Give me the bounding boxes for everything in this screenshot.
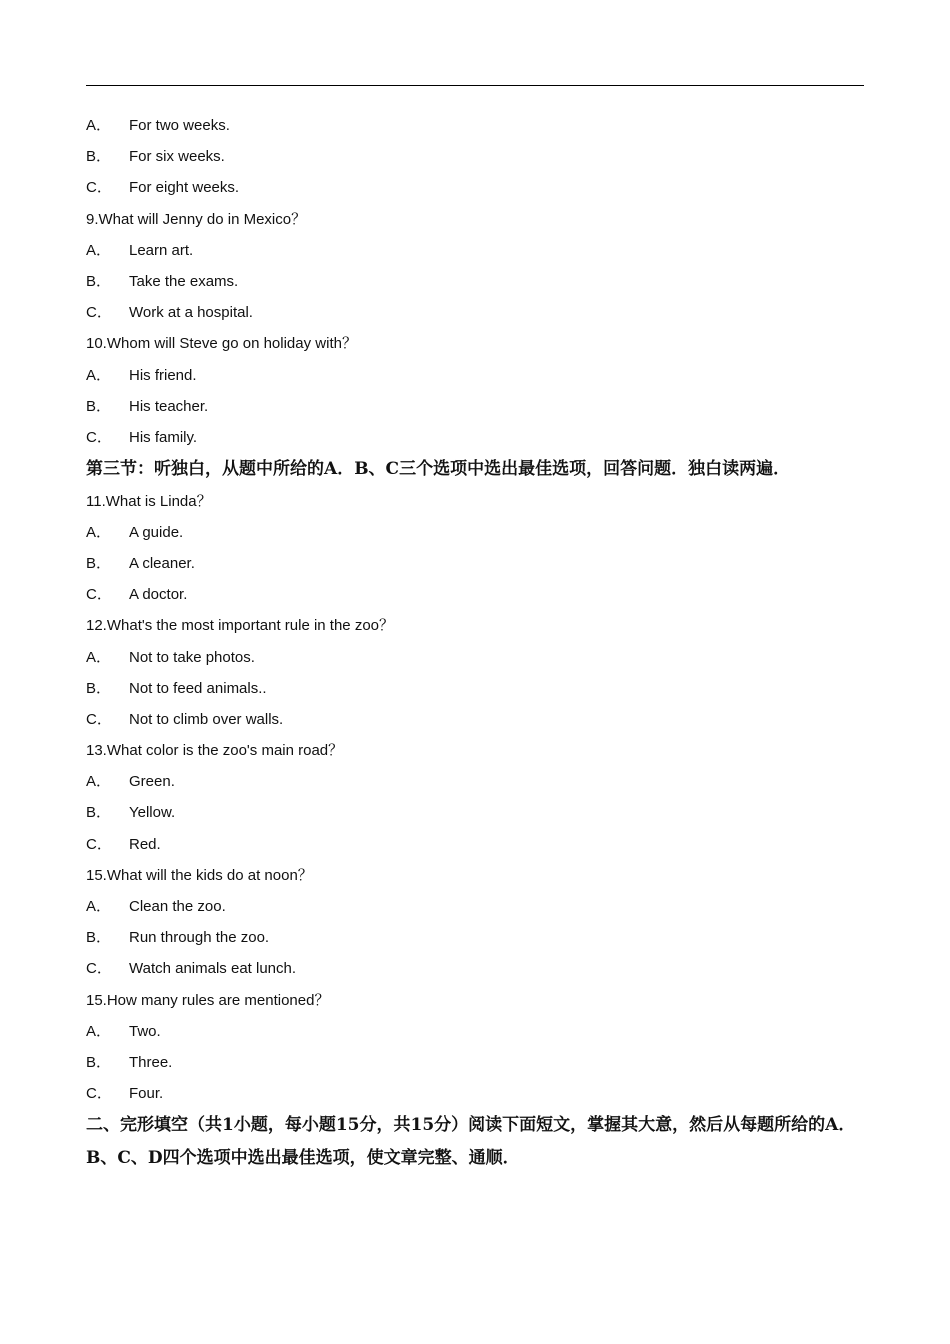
option-item (86, 797, 866, 828)
option-letter: A． (86, 117, 112, 134)
option-letter: A． (86, 241, 112, 259)
option-item (86, 1047, 866, 1078)
option-letter: A． (86, 366, 112, 384)
question-stem: 11.What is Linda？ (86, 492, 212, 510)
option-item (86, 579, 866, 610)
option-text: His family. (129, 428, 198, 446)
option-item (86, 1078, 866, 1109)
question-stem: 15.How many rules are mentioned？ (86, 991, 330, 1009)
option-letter: B． (86, 554, 112, 572)
option-text: Red. (129, 835, 161, 853)
question-stem: 10.Whom will Steve go on holiday with？ (86, 335, 357, 353)
option-text: A guide. (129, 523, 184, 541)
option-text: Learn art. (129, 241, 194, 259)
option-text: Not to feed animals.. (129, 679, 267, 697)
option-item (86, 172, 866, 203)
option-text: Watch animals eat lunch. (129, 960, 297, 978)
option-letter: C． (86, 960, 112, 978)
option-item (86, 642, 866, 673)
option-letter: C． (86, 179, 112, 197)
option-item (86, 704, 866, 735)
option-item (86, 829, 866, 860)
option-item (86, 891, 866, 922)
option-text: Take the exams. (129, 272, 239, 290)
part-heading: 二、完形填空（共1小题，每小题15分，共15分）阅读下面短文，掌握其大意，然后从每题所给的A．B、C、D四个选项中选出最佳选项，使文章完整、通顺． (86, 1115, 856, 1168)
option-item (86, 1016, 866, 1047)
option-letter: A． (86, 773, 112, 791)
option-letter: B． (86, 1053, 112, 1071)
option-letter: B． (86, 272, 112, 290)
page-content (86, 110, 866, 1174)
option-text: For two weeks. (129, 117, 230, 134)
option-letter: B． (86, 148, 112, 166)
option-letter: C． (86, 428, 112, 446)
option-item (86, 297, 866, 328)
option-text: For eight weeks. (129, 179, 240, 197)
option-letter: A． (86, 523, 112, 541)
option-letter: C． (86, 304, 112, 322)
question-stem: 13.What color is the zoo's main road？ (86, 742, 344, 760)
option-text: Yellow. (129, 804, 176, 822)
option-letter: B． (86, 397, 112, 415)
option-letter: A． (86, 898, 112, 915)
option-item (86, 110, 866, 141)
question-stem: 12.What's the most important rule in the zoo？ (86, 617, 395, 635)
option-text: Work at a hospital. (129, 304, 253, 322)
option-item (86, 548, 866, 579)
option-text: Two. (129, 1022, 161, 1040)
option-text: A cleaner. (129, 554, 195, 572)
option-letter: B． (86, 679, 112, 697)
option-text: A doctor. (129, 586, 188, 604)
question-stem: 9.What will Jenny do in Mexico？ (86, 210, 307, 228)
option-letter: C． (86, 835, 112, 853)
option-text: Not to take photos. (129, 648, 255, 666)
option-letter: B． (86, 929, 112, 947)
option-letter: C． (86, 586, 112, 604)
option-item (86, 517, 866, 548)
option-letter: A． (86, 1022, 112, 1040)
option-text: For six weeks. (129, 148, 225, 166)
option-text: His friend. (129, 366, 197, 384)
option-item (86, 235, 866, 266)
option-letter: B． (86, 804, 112, 822)
option-item (86, 766, 866, 797)
option-item (86, 266, 866, 297)
option-item (86, 673, 866, 704)
option-item (86, 141, 866, 172)
option-letter: A． (86, 648, 112, 666)
option-item (86, 922, 866, 953)
option-text: His teacher. (129, 397, 209, 415)
option-text: Four. (129, 1085, 164, 1103)
option-text: Clean the zoo. (129, 898, 226, 915)
option-letter: C． (86, 1085, 112, 1103)
section-heading: 第三节：听独白，从题中所给的A．B、C三个选项中选出最佳选项，回答问题．独白读两遍． (86, 459, 791, 480)
option-text: Run through the zoo. (129, 929, 270, 947)
header-rule (86, 85, 864, 86)
option-text: Not to climb over walls. (129, 710, 284, 728)
option-item (86, 422, 866, 453)
option-text: Green. (129, 773, 175, 791)
option-item (86, 360, 866, 391)
option-text: Three. (129, 1053, 173, 1071)
option-item (86, 953, 866, 984)
option-letter: C． (86, 710, 112, 728)
question-stem: 15.What will the kids do at noon？ (86, 866, 313, 884)
option-item (86, 391, 866, 422)
